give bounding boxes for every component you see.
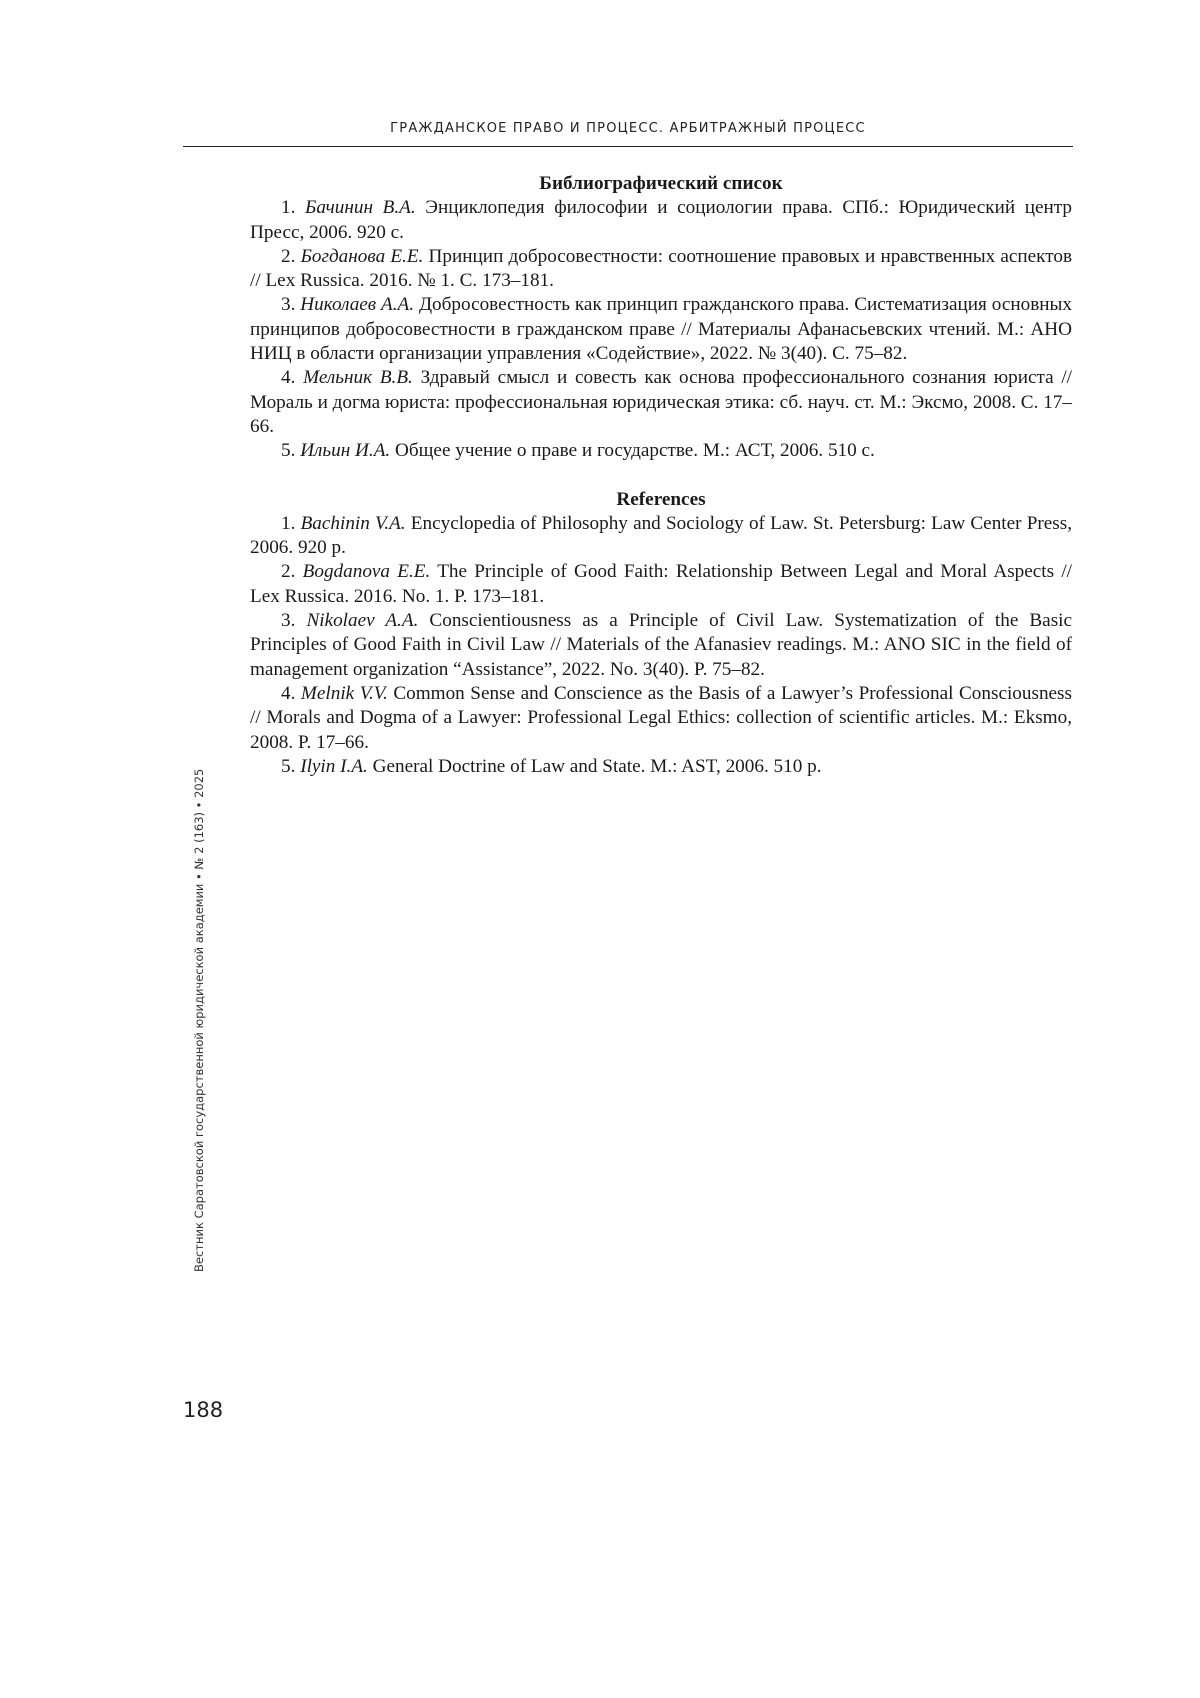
item-author: Ilyin I.A. xyxy=(300,756,368,777)
item-text: Добросовестность как принцип гражданского права. Систематизация основных принципов добросовестности в гражданском праве // Материалы Афана­сьевских чтений. М.: АНО НИЦ в области организации управления «Содействие», 2022. № 3(40). С. 75–82. xyxy=(250,294,1072,364)
running-title: ГРАЖДАНСКОЕ ПРАВО И ПРОЦЕСС. АРБИТРАЖНЫЙ ПРОЦЕСС xyxy=(183,121,1073,136)
item-text: Принцип добросовестности: соотношение правовых и нравственных аспектов // Lex Russica. 2016. № 1. С. 173–181. xyxy=(250,246,1072,291)
reference-item xyxy=(250,512,1072,561)
item-number: 1. xyxy=(281,513,295,534)
bibliography-item xyxy=(250,366,1072,439)
journal-side-caption: Вестник Саратовской государственной юридической академии • № 2 (163) • 2025 xyxy=(192,769,206,1272)
page-number: 188 xyxy=(183,1398,223,1422)
bibliography-item xyxy=(250,293,1072,366)
item-author: Bogdanova E.E. xyxy=(303,561,431,582)
item-number: 4. xyxy=(281,367,295,388)
item-number: 3. xyxy=(281,294,295,315)
item-author: Bachinin V.A. xyxy=(301,513,406,534)
item-number: 3. xyxy=(281,610,295,631)
bibliography-list xyxy=(250,196,1072,463)
bibliography-item xyxy=(250,439,1072,463)
references-title: References xyxy=(250,488,1072,512)
item-author: Николаев А.А. xyxy=(300,294,414,315)
item-author: Богданова Е.Е. xyxy=(301,246,424,267)
reference-item xyxy=(250,560,1072,609)
bibliography-title: Библиографический список xyxy=(250,172,1072,196)
item-number: 5. xyxy=(281,756,295,777)
item-author: Nikolaev A.A. xyxy=(306,610,418,631)
item-text: General Doctrine of Law and State. M.: AST, 2006. 510 p. xyxy=(373,756,822,777)
section-gap xyxy=(250,464,1072,488)
item-number: 2. xyxy=(281,561,295,582)
item-text: Conscientiousness as a Principle of Civil Law. Systematization of the Ba­sic Principles of Good Faith in Civil Law // Materials of the Afanasiev readings. M.: ANO SIC in the field of management organization “Assistance”, 2022. No. 3(40). P. 75–82. xyxy=(250,610,1072,680)
item-author: Мельник В.В. xyxy=(303,367,413,388)
reference-content xyxy=(250,172,1072,779)
item-text: Энциклопедия философии и социологии права. СПб.: Юридический центр Пресс, 2006. 920 с. xyxy=(250,197,1072,242)
references-list xyxy=(250,512,1072,779)
reference-item xyxy=(250,755,1072,779)
item-number: 5. xyxy=(281,440,295,461)
item-author: Бачинин В.А. xyxy=(305,197,416,218)
reference-item xyxy=(250,682,1072,755)
header-rule xyxy=(183,146,1073,147)
item-text: Общее учение о праве и государстве. М.: АСТ, 2006. 510 с. xyxy=(395,440,875,461)
item-text: The Principle of Good Faith: Relationship Between Legal and Moral Aspects // Lex Russica. 2016. No. 1. P. 173–181. xyxy=(250,561,1072,606)
item-text: Encyclopedia of Philosophy and Sociology of Law. St. Petersburg: Law Center Press, 2006. 920 p. xyxy=(250,513,1072,558)
item-text: Common Sense and Conscience as the Basis of a Lawyer’s Professional Con­sciousness // Morals and Dogma of a Lawyer: Professional Legal Ethics: collection of scientific articles. M.: Eksmo, 2008. P. 17–66. xyxy=(250,683,1072,753)
reference-item xyxy=(250,609,1072,682)
item-number: 2. xyxy=(281,246,295,267)
item-number: 4. xyxy=(281,683,295,704)
item-text: Здравый смысл и совесть как основа профессионального сознания юриста // Мораль и догма юриста: профессиональная юридическая этика: сб. науч. ст. М.: Эксмо, 2008. С. 17–66. xyxy=(250,367,1072,437)
bibliography-item xyxy=(250,196,1072,245)
item-author: Ильин И.А. xyxy=(300,440,390,461)
item-number: 1. xyxy=(281,197,295,218)
item-author: Melnik V.V. xyxy=(301,683,388,704)
bibliography-item xyxy=(250,245,1072,294)
